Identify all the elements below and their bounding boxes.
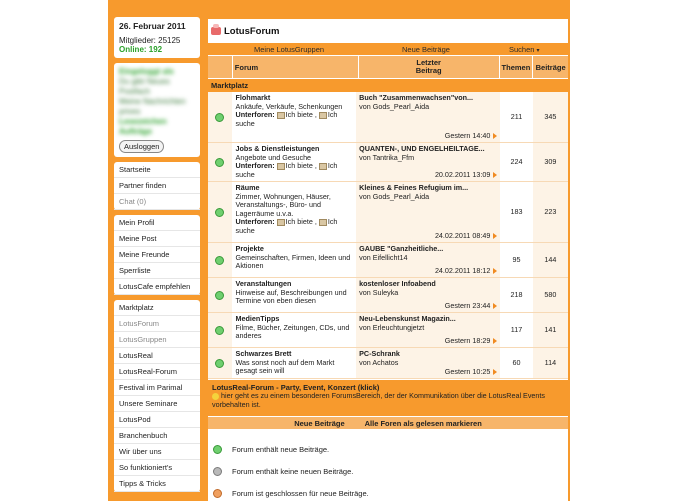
forum-description: Was sonst noch auf dem Markt gesagt sein will: [235, 357, 335, 375]
forum-icon: [211, 27, 221, 35]
nav-seminare[interactable]: Unsere Seminare: [114, 396, 200, 412]
legend-text: Forum enthält keine neuen Beiträge.: [232, 467, 354, 476]
last-post-title-link[interactable]: Kleines & Feines Refugium im...: [359, 183, 469, 192]
topics-count: 218: [510, 289, 523, 299]
forum-row: [208, 313, 568, 348]
legend-no-new: [213, 467, 353, 476]
nav-festival[interactable]: Festival im Parimal: [114, 380, 200, 396]
nav-mein-profil[interactable]: Mein Profil: [114, 215, 200, 231]
user-line[interactable]: Lesezeichen: [119, 117, 167, 126]
user-line[interactable]: Postfach: [119, 87, 151, 96]
subforum-ich-biete[interactable]: Ich biete ,: [285, 161, 317, 170]
new-posts-icon: [215, 208, 224, 217]
search-label: Suchen: [509, 44, 535, 54]
forum-rows: [208, 92, 568, 379]
forum-cell: [232, 348, 357, 378]
last-post-time-text: Gestern 23:44: [444, 300, 491, 310]
last-post-time: [445, 302, 498, 311]
header-topics: Themen: [500, 56, 534, 78]
forum-row: [208, 92, 568, 143]
subforums: [236, 218, 355, 235]
forum-title-link[interactable]: Projekte: [235, 244, 264, 253]
new-posts-icon: [215, 291, 224, 300]
folder-icon: [319, 163, 327, 170]
forum-cell: [232, 143, 357, 181]
status-cell: [208, 313, 232, 347]
nav-so-funktionierts[interactable]: So funktioniert's: [114, 460, 200, 476]
last-post-title-link[interactable]: kostenloser Infoabend: [359, 279, 436, 288]
forum-cell: [232, 243, 357, 277]
forum-cell: [232, 92, 357, 142]
lotusreal-forum-block: [208, 380, 568, 416]
topics-count: 224: [510, 156, 523, 166]
topics-count: 60: [512, 357, 521, 367]
nav-chat[interactable]: Chat (0): [114, 194, 200, 210]
last-post-author[interactable]: von Suleyka: [359, 287, 399, 297]
user-line[interactable]: prives: [119, 107, 141, 116]
posts-count: 345: [533, 92, 568, 142]
folder-icon: [319, 112, 327, 119]
user-line[interactable]: Meine Nachrichten: [119, 97, 186, 106]
category-marktplatz[interactable]: Marktplatz: [208, 79, 568, 92]
last-post-author[interactable]: von Achatos: [359, 357, 399, 367]
subforum-ich-suche[interactable]: Ich suche: [235, 161, 338, 179]
posts-count: 309: [533, 143, 568, 181]
legend-new: [213, 445, 329, 454]
new-posts-icon: [215, 256, 224, 265]
search-dropdown[interactable]: [509, 45, 540, 54]
legend-closed: [213, 489, 369, 498]
forum-title-link[interactable]: Flohmarkt: [235, 93, 271, 102]
forum-row: [208, 243, 568, 278]
subforum-ich-biete[interactable]: Ich biete ,: [285, 217, 317, 226]
last-post-time-text: Gestern 10:25: [444, 366, 491, 376]
sidebar: [114, 17, 200, 497]
last-post-time: [435, 171, 497, 180]
forum-row: [208, 278, 568, 313]
subforums: [236, 111, 355, 128]
user-line[interactable]: Aufträge: [119, 127, 152, 136]
footer-links: [208, 417, 568, 429]
nav-startseite[interactable]: Startseite: [114, 162, 200, 178]
forum-description: Angebote und Gesuche: [235, 152, 312, 162]
status-cell: [208, 243, 232, 277]
legend-text: Forum enthält neue Beiträge.: [232, 445, 330, 454]
forum-description: Ankäufe, Verkäufe, Schenkungen: [235, 101, 343, 111]
subforums: [236, 162, 355, 179]
last-post-title-link[interactable]: PC-Schrank: [359, 349, 400, 358]
new-posts-icon: [215, 359, 224, 368]
nav-tipps-tricks[interactable]: Tipps & Tricks: [114, 476, 200, 492]
nav-main: [114, 162, 200, 210]
last-post-title-link[interactable]: QUANTEN-, UND ENGELHEILTAGE...: [359, 144, 485, 153]
forum-main: [208, 19, 568, 501]
lotusreal-desc-text: hier geht es zu einem besonderen ForumsBereich, der der Kommunikation über die LotusReal Events vorbehalten ist.: [212, 391, 546, 409]
user-line[interactable]: Du gibt Neues: [119, 77, 170, 86]
last-post-cell: [356, 182, 500, 242]
header-posts: Beiträge: [533, 56, 568, 78]
go-to-post-arrow-icon[interactable]: [493, 133, 497, 139]
new-posts-icon: [215, 326, 224, 335]
go-to-post-arrow-icon[interactable]: [493, 268, 497, 274]
last-post-time: [445, 368, 498, 377]
folder-icon: [277, 219, 285, 226]
new-posts-icon: [213, 445, 222, 454]
subforum-ich-suche[interactable]: Ich suche: [235, 110, 338, 128]
last-post-cell: [356, 313, 500, 347]
last-post-time: [435, 232, 497, 241]
forum-description: Filme, Bücher, Zeitungen, CDs, und anderes: [235, 322, 350, 340]
go-to-post-arrow-icon[interactable]: [493, 233, 497, 239]
status-cell: [208, 182, 232, 242]
current-date: 26. Februar 2011: [119, 21, 186, 31]
last-post-title-link[interactable]: GAUBE "Ganzheitliche...: [359, 244, 444, 253]
stats-box: [114, 17, 200, 58]
forum-title-link[interactable]: Jobs & Dienstleistungen: [235, 144, 320, 153]
page-header: [208, 19, 568, 43]
last-post-cell: [356, 278, 500, 312]
forum-title-link[interactable]: Räume: [235, 183, 260, 192]
forum-description: Hinweise auf, Beschreibungen und Termine von eben diesen: [235, 287, 347, 305]
forum-cell: [232, 182, 357, 242]
last-post-title-link[interactable]: Neu-Lebenskunst Magazin...: [359, 314, 456, 323]
nav-lotusreal-forum[interactable]: LotusReal-Forum: [114, 364, 200, 380]
go-to-post-arrow-icon[interactable]: [493, 303, 497, 309]
go-to-post-arrow-icon[interactable]: [493, 369, 497, 375]
last-post-title-link[interactable]: Buch "Zusammenwachsen"von...: [359, 93, 473, 102]
last-post-author[interactable]: von Tantrika_Ffm: [359, 152, 415, 162]
topics-count: 95: [512, 254, 521, 264]
forum-cell: [232, 278, 357, 312]
last-post-author[interactable]: von Gods_Pearl_Aida: [359, 101, 430, 111]
forum-subnav: [208, 43, 568, 55]
posts-count: 223: [533, 182, 568, 242]
posts-count: 141: [533, 313, 568, 347]
forum-row: [208, 182, 568, 243]
new-posts-icon: [215, 113, 224, 122]
last-post-author[interactable]: von Eifellicht14: [359, 252, 408, 262]
page-title: LotusForum: [224, 25, 280, 37]
subforum-label: Unterforen:: [235, 161, 275, 170]
link-meine-lotusgruppen[interactable]: Meine LotusGruppen: [254, 44, 325, 54]
forum-description: Gemeinschaften, Firmen, Ideen und Aktionen: [235, 252, 351, 270]
forum-cell: [232, 313, 357, 347]
nav-lotuscafe-empfehlen[interactable]: LotusCafe empfehlen: [114, 279, 200, 295]
go-to-post-arrow-icon[interactable]: [493, 172, 497, 178]
nav-branchenbuch[interactable]: Branchenbuch: [114, 428, 200, 444]
nav-partner-finden[interactable]: Partner finden: [114, 178, 200, 194]
nav-meine-freunde[interactable]: Meine Freunde: [114, 247, 200, 263]
last-post-time-text: 24.02.2011 08:49: [434, 230, 491, 240]
status-cell: [208, 92, 232, 142]
online-count: Online: 192: [119, 45, 163, 54]
last-post-time-text: 20.02.2011 13:09: [434, 169, 491, 179]
nav-wir-ueber-uns[interactable]: Wir über uns: [114, 444, 200, 460]
last-post-time: [445, 132, 498, 141]
footer-mark-all-read[interactable]: Alle Foren als gelesen markieren: [364, 418, 482, 428]
lotusreal-forum-desc: [212, 392, 564, 409]
legend-text: Forum ist geschlossen für neue Beiträge.: [232, 489, 369, 498]
forum-row: [208, 143, 568, 182]
last-post-cell: [356, 243, 500, 277]
folder-icon: [319, 219, 327, 226]
closed-forum-icon: [213, 489, 222, 498]
header-icon-col: [208, 56, 233, 78]
last-post-time-text: Gestern 18:29: [444, 335, 491, 345]
link-neue-beitraege[interactable]: Neue Beiträge: [402, 44, 450, 54]
lotusreal-forum-link[interactable]: LotusReal-Forum - Party, Event, Konzert (klick): [212, 383, 380, 392]
subforum-label: Unterforen:: [235, 110, 275, 119]
subforum-label: Unterforen:: [235, 217, 275, 226]
posts-count: 580: [533, 278, 568, 312]
nav-lotusforum[interactable]: LotusForum: [114, 316, 200, 332]
forum-title-link[interactable]: Veranstaltungen: [235, 279, 292, 288]
header-last-post: Letzter Beitrag: [359, 56, 500, 78]
user-line: Eingeloggt als: [119, 67, 174, 76]
new-posts-icon: [215, 158, 224, 167]
user-box: [114, 63, 200, 157]
last-post-time: [445, 337, 498, 346]
folder-icon: [277, 163, 285, 170]
nav-lotusreal[interactable]: LotusReal: [114, 348, 200, 364]
nav-sections: [114, 300, 200, 492]
footer-neue-beitraege[interactable]: Neue Beiträge: [294, 418, 345, 428]
chevron-down-icon: ▾: [536, 47, 540, 54]
logout-button[interactable]: Ausloggen: [119, 140, 164, 153]
forum-title-link[interactable]: Schwarzes Brett: [235, 349, 292, 358]
subforum-ich-biete[interactable]: Ich biete ,: [285, 110, 317, 119]
last-post-time-text: 24.02.2011 18:12: [434, 265, 491, 275]
status-cell: [208, 348, 232, 378]
subforum-ich-suche[interactable]: Ich suche: [235, 217, 338, 235]
last-post-cell: [356, 143, 500, 181]
topics-count: 183: [510, 206, 523, 216]
last-post-author[interactable]: von Erleuchtungjetzt: [359, 322, 425, 332]
last-post-author[interactable]: von Gods_Pearl_Aida: [359, 191, 430, 201]
topics-count: 117: [510, 324, 523, 334]
no-new-posts-icon: [213, 467, 222, 476]
forum-title-link[interactable]: MedienTipps: [235, 314, 280, 323]
folder-icon: [277, 112, 285, 119]
header-forum: Forum: [233, 56, 359, 78]
nav-profile: [114, 215, 200, 295]
posts-count: 144: [533, 243, 568, 277]
members-count: Mitglieder: 25125: [119, 36, 181, 45]
last-post-time: [435, 267, 497, 276]
status-cell: [208, 143, 232, 181]
last-post-cell: [356, 348, 500, 378]
last-post-cell: [356, 92, 500, 142]
nav-lotuspod[interactable]: LotusPod: [114, 412, 200, 428]
status-cell: [208, 278, 232, 312]
go-to-post-arrow-icon[interactable]: [493, 338, 497, 344]
posts-count: 114: [533, 348, 568, 378]
nav-meine-post[interactable]: Meine Post: [114, 231, 200, 247]
last-post-time-text: Gestern 14:40: [444, 130, 491, 140]
nav-marktplatz[interactable]: Marktplatz: [114, 300, 200, 316]
topics-count: 211: [510, 111, 523, 121]
nav-sperrliste[interactable]: Sperrliste: [114, 263, 200, 279]
forum-row: [208, 348, 568, 379]
forum-description: Zimmer, Wohnungen, Häuser, Veranstaltungs-, Büro- und Lagerräume u.v.a.: [235, 191, 331, 218]
nav-lotusgruppen[interactable]: LotusGruppen: [114, 332, 200, 348]
user-info-blurred: [119, 67, 195, 137]
table-header: [208, 56, 568, 78]
